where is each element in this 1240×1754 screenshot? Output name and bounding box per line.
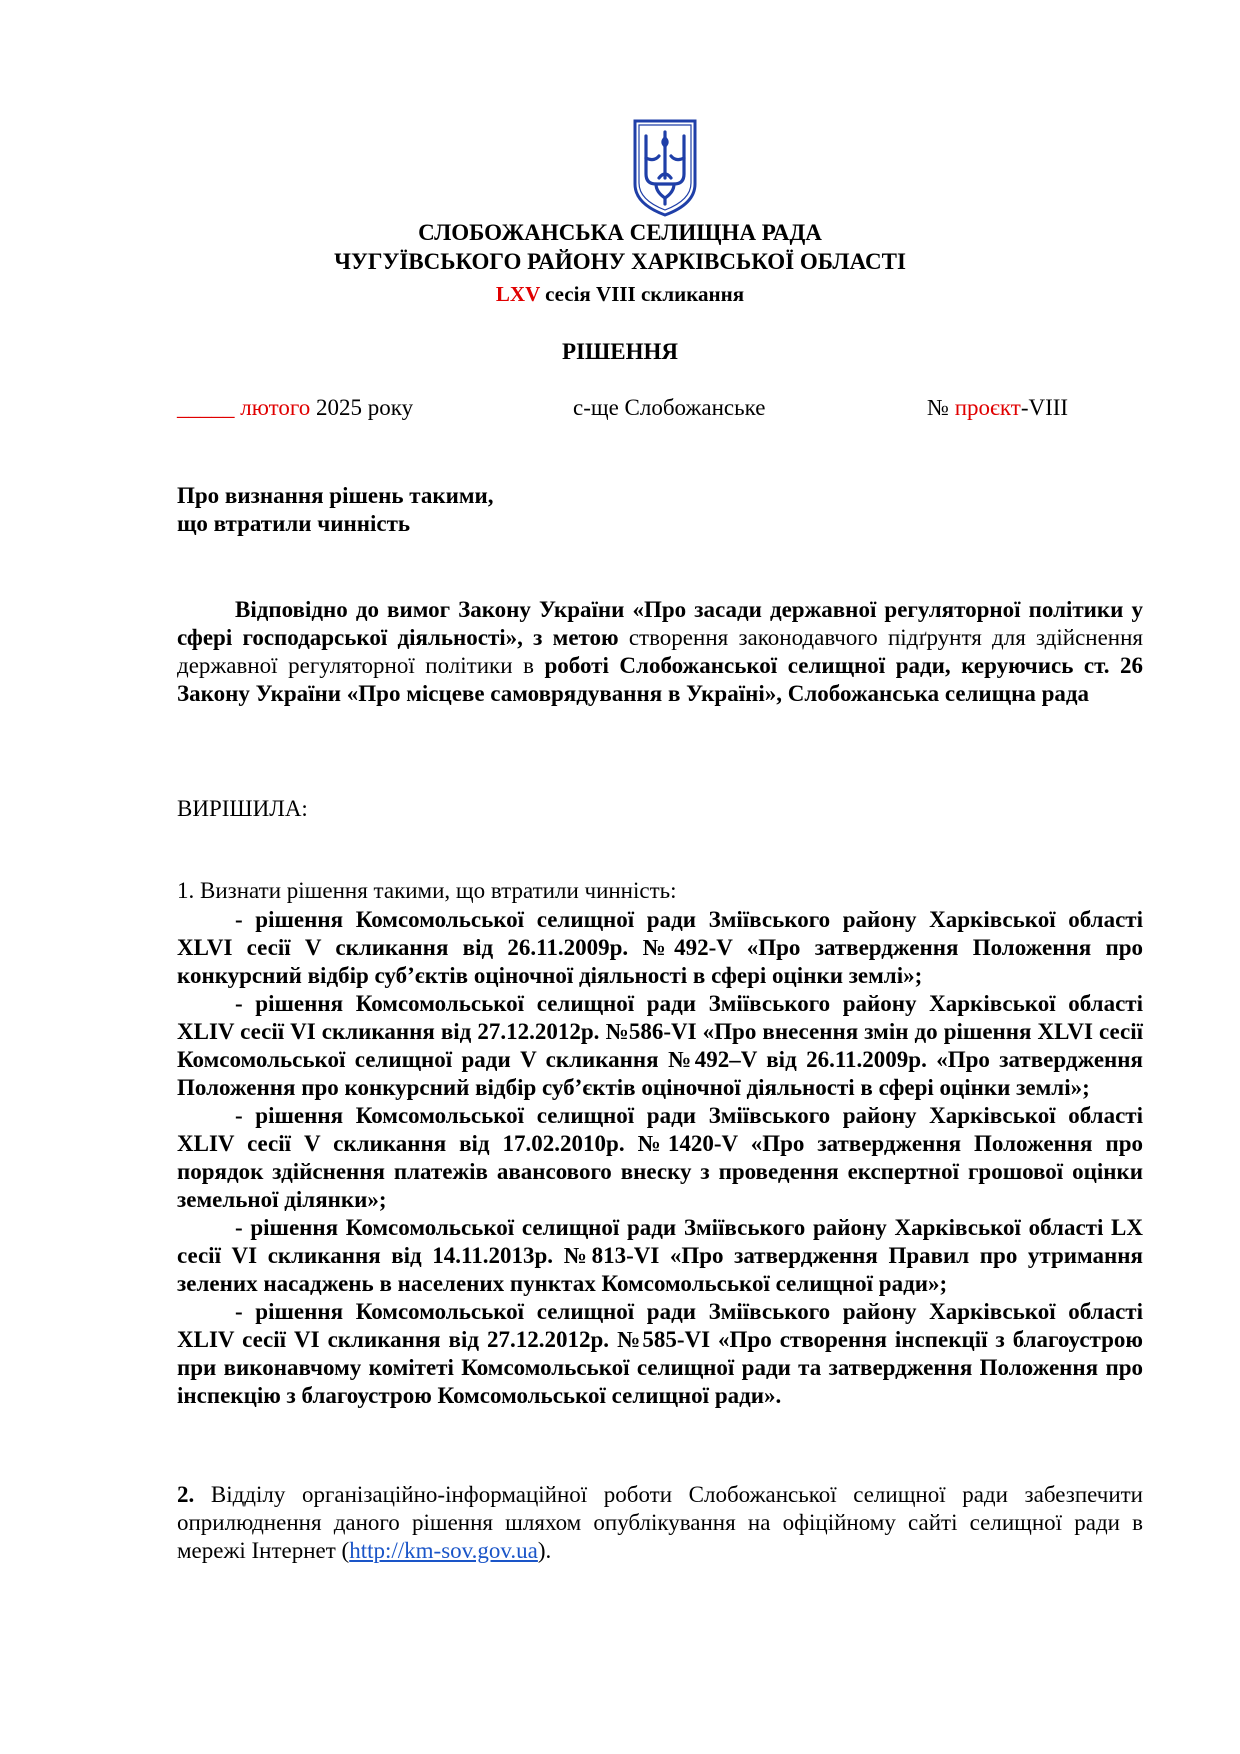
preamble-part-1: Відповідно до вимог Закону України «Про засади державної регуляторної політики у сфері господарської діяльності», з метою (177, 597, 1143, 650)
item-2-text: Відділу організаційно-інформаційної роботи Слобожанської селищної ради забезпечити оприлюднення даного рішення шляхом опублікування на офіційному сайті селищної ради в мережі Інтернет ( (177, 1482, 1143, 1563)
document-title: РІШЕННЯ (562, 339, 678, 364)
coat-of-arms-trident-icon (632, 118, 698, 218)
website-link[interactable]: http://km-sov.gov.ua (349, 1538, 538, 1563)
item-1-heading: 1. Визнати рішення такими, що втратили чинність: (177, 878, 677, 903)
decision-place: с-ще Слобожанське (573, 395, 766, 420)
subject-line-2: що втратили чинність (177, 511, 411, 536)
preamble-part-3: роботі Слобожанської селищної ради, керуючись ст. 26 Закону України «Про місцеве самоврядування в Україні», Слобожанська селищна рада (177, 653, 1143, 706)
decision-date (177, 395, 413, 421)
list-item: - рішення Комсомольської селищної ради Зміївського району Харківської області XLIV сесії V скликання від 17.02.2010р. №1420-V «Про затвердження Положення про порядок здійснення платежів авансового внеску з проведення експертної грошової оцінки земельної ділянки»; (177, 1103, 1143, 1212)
session-line (0, 282, 1240, 307)
session-rest: сесія VIII скликання (539, 282, 745, 306)
number-prefix: № (927, 395, 955, 420)
item-2-tail: ). (537, 1538, 552, 1563)
list-item: - рішення Комсомольської селищної ради Зміївського району Харківської області XLVI сесії V скликання від 26.11.2009р. №492-V «Про затвердження Положення про конкурсний відбір суб’єктів оціночної діяльності в сфері оцінки землі»; (177, 907, 1143, 988)
decision-number (927, 395, 1068, 421)
item-2-paragraph (177, 1481, 1143, 1565)
date-blank: _____ (177, 395, 235, 420)
subject-line-1: Про визнання рішень такими, (177, 483, 494, 508)
council-district: ЧУГУЇВСЬКОГО РАЙОНУ ХАРКІВСЬКОЇ ОБЛАСТІ (334, 249, 906, 274)
list-item: - рішення Комсомольської селищної ради Зміївського району Харківської області LX сесії VI скликання від 14.11.2013р. №813-VI «Про затвердження Правил про утримання зелених насаджень в населених пунктах Комсомольської селищної ради»; (177, 1215, 1143, 1296)
preamble-paragraph (177, 596, 1143, 708)
number-draft: проєкт (954, 395, 1021, 420)
item-2-number: 2. (177, 1482, 195, 1507)
number-suffix: -VIII (1020, 395, 1069, 420)
list-item: - рішення Комсомольської селищної ради Зміївського району Харківської області XLIV сесії VI скликання від 27.12.2012р. №585-VI «Про створення інспекції з благоустрою при виконавчому комітеті Комсомольської селищної ради та затвердження Положення про інспекцію з благоустрою Комсомольської селищної ради». (177, 1299, 1143, 1408)
council-name: СЛОБОЖАНСЬКА СЕЛИЩНА РАДА (418, 220, 822, 245)
list-item: - рішення Комсомольської селищної ради Зміївського району Харківської області XLIV сесії VI скликання від 27.12.2012р. №586-VI «Про внесення змін до рішення XLVI сесії Комсомольської селищної ради V скликання №492–V від 26.11.2009р. «Про затвердження Положення про конкурсний відбір суб’єктів оціночної діяльності в сфері оцінки землі»; (177, 991, 1143, 1100)
repealed-decisions-list (177, 906, 1143, 1410)
date-year: 2025 року (310, 395, 414, 420)
preamble-part-2: створення законодавчого підґрунтя для здійснення державної регуляторної політики в (177, 625, 1144, 678)
decision-subject (177, 482, 494, 538)
resolved-label: ВИРІШИЛА: (177, 796, 308, 821)
date-month: лютого (234, 395, 311, 420)
session-number: LXV (495, 282, 540, 306)
